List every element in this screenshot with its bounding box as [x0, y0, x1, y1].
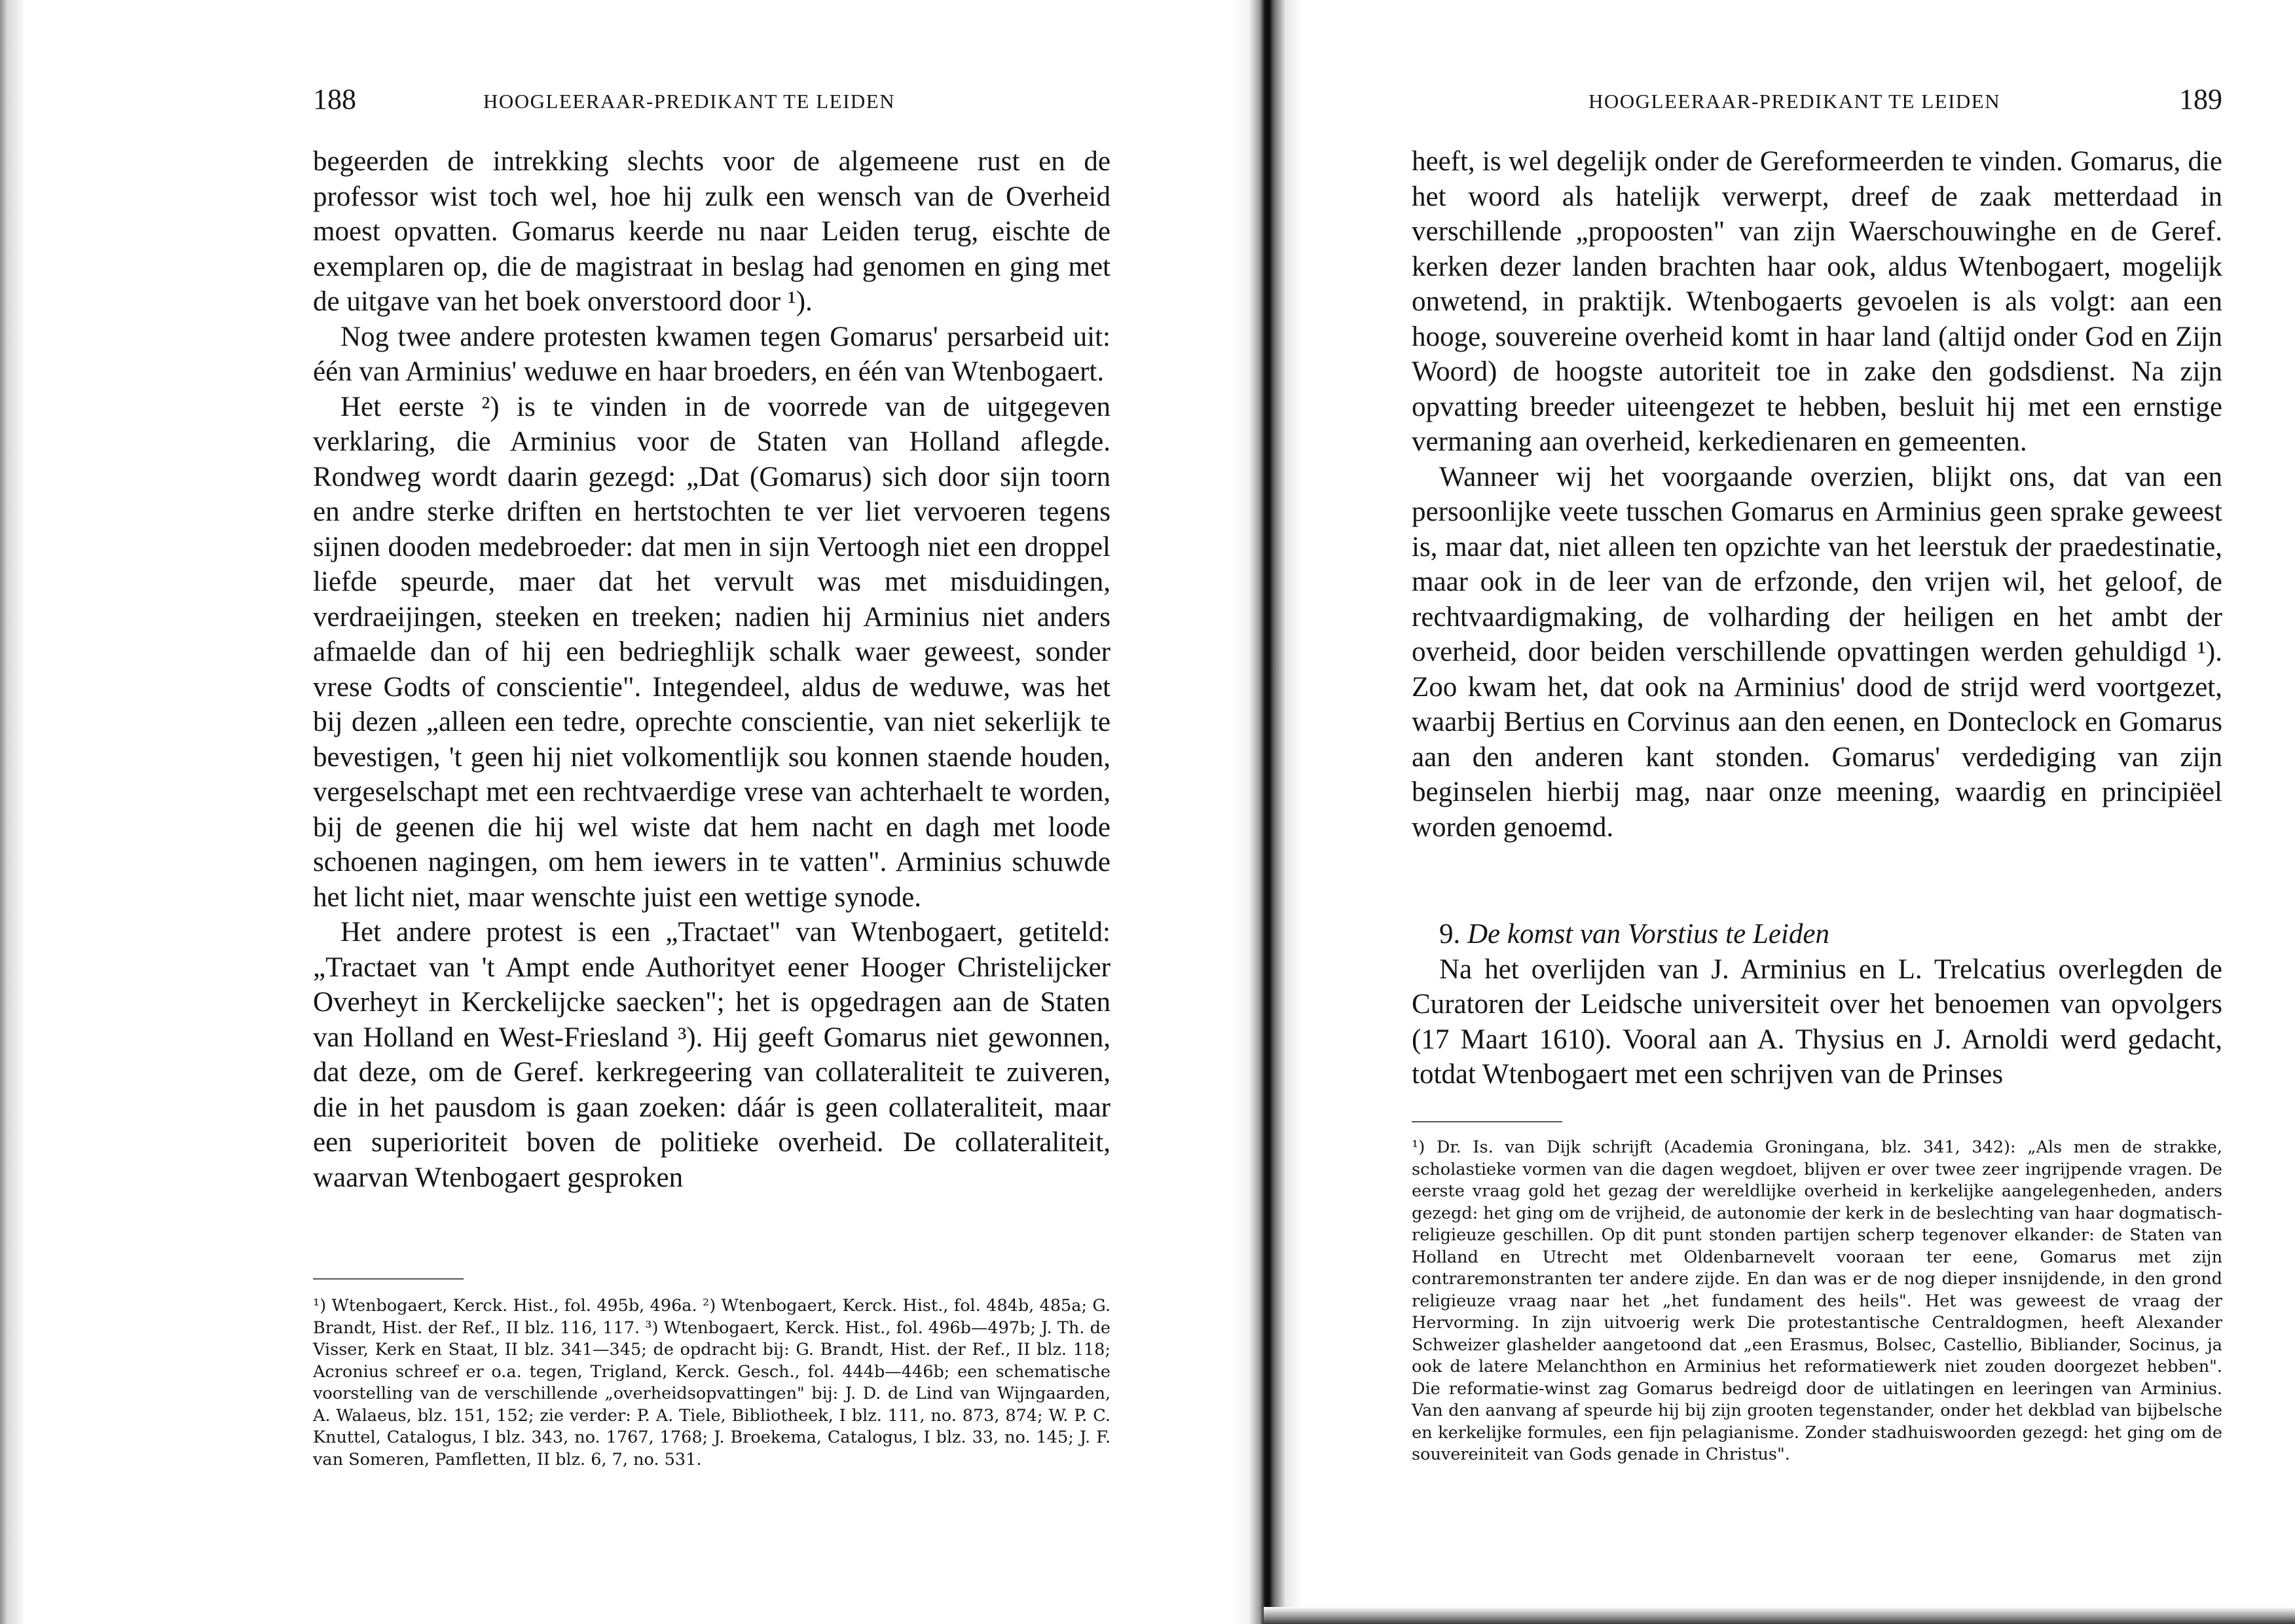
- paragraph: Nog twee andere protesten kwamen tegen Gomarus' persarbeid uit: één van Arminius' weduwe en haar broeders, en één van Wtenbogaert.: [313, 321, 1111, 387]
- left-page-header: [313, 80, 1111, 119]
- section-title: De komst van Vorstius te Leiden: [1467, 919, 1829, 950]
- paragraph: begeerden de intrekking slechts voor de algemeene rust en de professor wist toch wel, hoe hij zulk een wensch van de Overheid moest opvatten. Gomarus keerde nu naar Leiden terug, eischte de exemplaren op, die de magistraat in beslag had genomen en ging met de uitgave van het boek onverstoord door ¹).: [313, 146, 1111, 317]
- paragraph: Wanneer wij het voorgaande overzien, blijkt ons, dat van een persoonlijke veete tusschen Gomarus en Arminius geen sprake geweest is, maar dat, niet alleen ten opzichte van het leerstuk der praedestinatie, maar ook in de leer van de erfzonde, den vrijen wil, het geloof, de rechtvaardigmaking, de volharding der heiligen en het ambt der overheid, door beiden verschillende opvattingen werden gehuldigd ¹). Zoo kwam het, dat ook na Arminius' dood de strijd werd voortgezet, waarbij Bertius en Corvinus aan den eenen, en Donteclock en Gomarus aan den anderen kant stonden. Gomarus' verdediging van zijn beginselen hierbij mag, naar onze meening, waardig en principiëel worden genoemd.: [1412, 461, 2222, 843]
- footnote-rule: [313, 1278, 464, 1280]
- scan-bottom-edge: [1264, 1607, 2295, 1624]
- page-number: 188: [313, 83, 356, 115]
- footnotes: [313, 1295, 1111, 1471]
- running-head: HOOGLEERAAR-PREDIKANT TE LEIDEN: [483, 90, 896, 113]
- section-heading: [1412, 917, 2222, 952]
- paragraph: Het eerste ²) is te vinden in de voorrede van de uitgegeven verklaring, die Arminius voor de Staten van Holland aflegde. Rondweg wordt daarin gezegd: „Dat (Gomarus) sich door sijn toorn en andre sterke driften en hertstochten te ver liet vervoeren tegens sijnen dooden medebroeder: dat men in sijn Vertoogh niet een droppel liefde speurde, maer dat het vervult was met misduidingen, verdraeijingen, steeken en treeken; nadien hij Arminius niet anders afmaelde dan of hij een bedrieghlijk schalk waer geweest, sonder vrese Godts of conscientie". Integendeel, aldus de weduwe, was het bij dezen „alleen een tedre, oprechte conscientie, van niet sekerlijk te bevestigen, 't geen hij niet volkomentlijk sou konnen staende houden, vergeselschapt met een rechtvaerdige vrese van achterhaelt te worden, bij de geenen die hij wel wiste dat hem nacht en dagh met loode schoenen nagingen, om hem iewers in te vatten". Arminius schuwde het licht niet, maar wenschte juist een wettige synode.: [313, 391, 1111, 913]
- section-number: 9.: [1439, 919, 1461, 950]
- right-page-header: [1412, 80, 2222, 119]
- right-page-body: [1412, 144, 2222, 845]
- paragraph: heeft, is wel degelijk onder de Gereformeerden te vinden. Gomarus, die het woord als hatelijk verwerpt, dreef de zaak metterdaad in verschillende „propoosten" van zijn Waerschouwinghe en de Geref. kerken dezer landen brachten haar ook, aldus Wtenbogaert, mogelijk onwetend, in praktijk. Wtenbogaerts gevoelen is als volgt: aan een hooge, souvereine overheid komt in haar land (altijd onder God en Zijn Woord) de hoogste autoriteit toe in zake den godsdienst. Na zijn opvatting breeder uiteengezet te hebben, besluit hij met een ernstige vermaning aan overheid, kerkedienaren en gemeenten.: [1412, 146, 2222, 457]
- paragraph: Het andere protest is een „Tractaet" van Wtenbogaert, getiteld: „Tractaet van 't Ampt ende Authorityet eener Hooger Christelijcker Overheyt in Kerckelijcke saecken"; het is opgedragen aan de Staten van Holland en West-Friesland ³). Hij geeft Gomarus niet gewonnen, dat deze, om de Geref. kerkregeering van collateraliteit te zuiveren, die in het pausdom is gaan zoeken: dáár is geen collateraliteit, maar een superioriteit boven de politieke overheid. De collateraliteit, waarvan Wtenbogaert gesproken: [313, 917, 1111, 1193]
- section-9: [1412, 917, 2222, 1092]
- footnotes: [1412, 1137, 2222, 1466]
- footnote-text: ¹) Wtenbogaert, Kerck. Hist., fol. 495b, 496a. ²) Wtenbogaert, Kerck. Hist., fol. 484b, 485a; G. Brandt, Hist. der Ref., II blz. 116, 117. ³) Wtenbogaert, Kerck. Hist., fol. 496b—497b; J. Th. de Visser, Kerk en Staat, II blz. 341—345; de opdracht bij: G. Brandt, Hist. der Ref., II blz. 118; Acronius schreef er o.a. tegen, Trigland, Kerck. Gesch., fol. 444b—446b; een schematische voorstelling van de verschillende „overheidsopvattingen" bij: J. D. de Lind van Wijngaarden, A. Walaeus, blz. 151, 152; zie verder: P. A. Tiele, Bibliotheek, I blz. 111, no. 873, 874; W. P. C. Knuttel, Catalogus, I blz. 343, no. 1767, 1768; J. Broekema, Catalogus, I blz. 33, no. 145; J. F. van Someren, Pamfletten, II blz. 6, 7, no. 531.: [313, 1296, 1111, 1469]
- scan-left-edge: [0, 0, 26, 1624]
- running-head: HOOGLEERAAR-PREDIKANT TE LEIDEN: [1588, 90, 2001, 113]
- page-number: 189: [2179, 83, 2222, 115]
- footnote-rule: [1412, 1121, 1562, 1122]
- footnote-text: ¹) Dr. Is. van Dijk schrijft (Academia Groningana, blz. 341, 342): „Als men de strakke, scholastieke vormen van die dagen wegdoet, blijven er over twee zeer ingrijpende vragen. De eerste vraag gold het gezag der wereldlijke overheid in kerkelijke aangelegenheden, anders gezegd: het ging om de vrijheid, de autonomie der kerk in de beslechting van haar dogmatisch-religieuze geschillen. Op dit punt stonden partijen scherp tegenover elkander: de Staten van Holland en Utrecht met Oldenbarnevelt vooraan ter eene, Gomarus met zijn contraremonstranten ter andere zijde. En dan was er de nog dieper insnijdende, in den grond religieuze vraag naar het „het fundament des heils". Het was geweest de vraag der Hervorming. In zijn uitvoerig werk Die protestantische Centraldogmen, heeft Alexander Schweizer glashelder aangetoond dat „een Erasmus, Bolsec, Castellio, Bibliander, Socinus, ja ook de latere Melanchthon en Arminius het reformatiewerk niet zouden doorgezet hebben". Die reformatie-winst zag Gomarus bedreigd door de uitlatingen en leeringen van Arminius. Van den aanvang af speurde hij bij zijn grooten tegenstander, onder het dekblad van bijbelsche en kerkelijke formules, een fijn pelagianisme. Zonder stadhuiswoorden gezegd: het ging om de souvereiniteit van Gods genade in Christus".: [1412, 1137, 2222, 1464]
- book-gutter: [1231, 0, 1303, 1624]
- left-page-body: [313, 144, 1111, 1195]
- paragraph: Na het overlijden van J. Arminius en L. Trelcatius overlegden de Curatoren der Leidsche universiteit over het benoemen van opvolgers (17 Maart 1610). Vooral aan A. Thysius en J. Arnoldi werd gedacht, totdat Wtenbogaert met een schrijven van de Prinses: [1412, 953, 2222, 1090]
